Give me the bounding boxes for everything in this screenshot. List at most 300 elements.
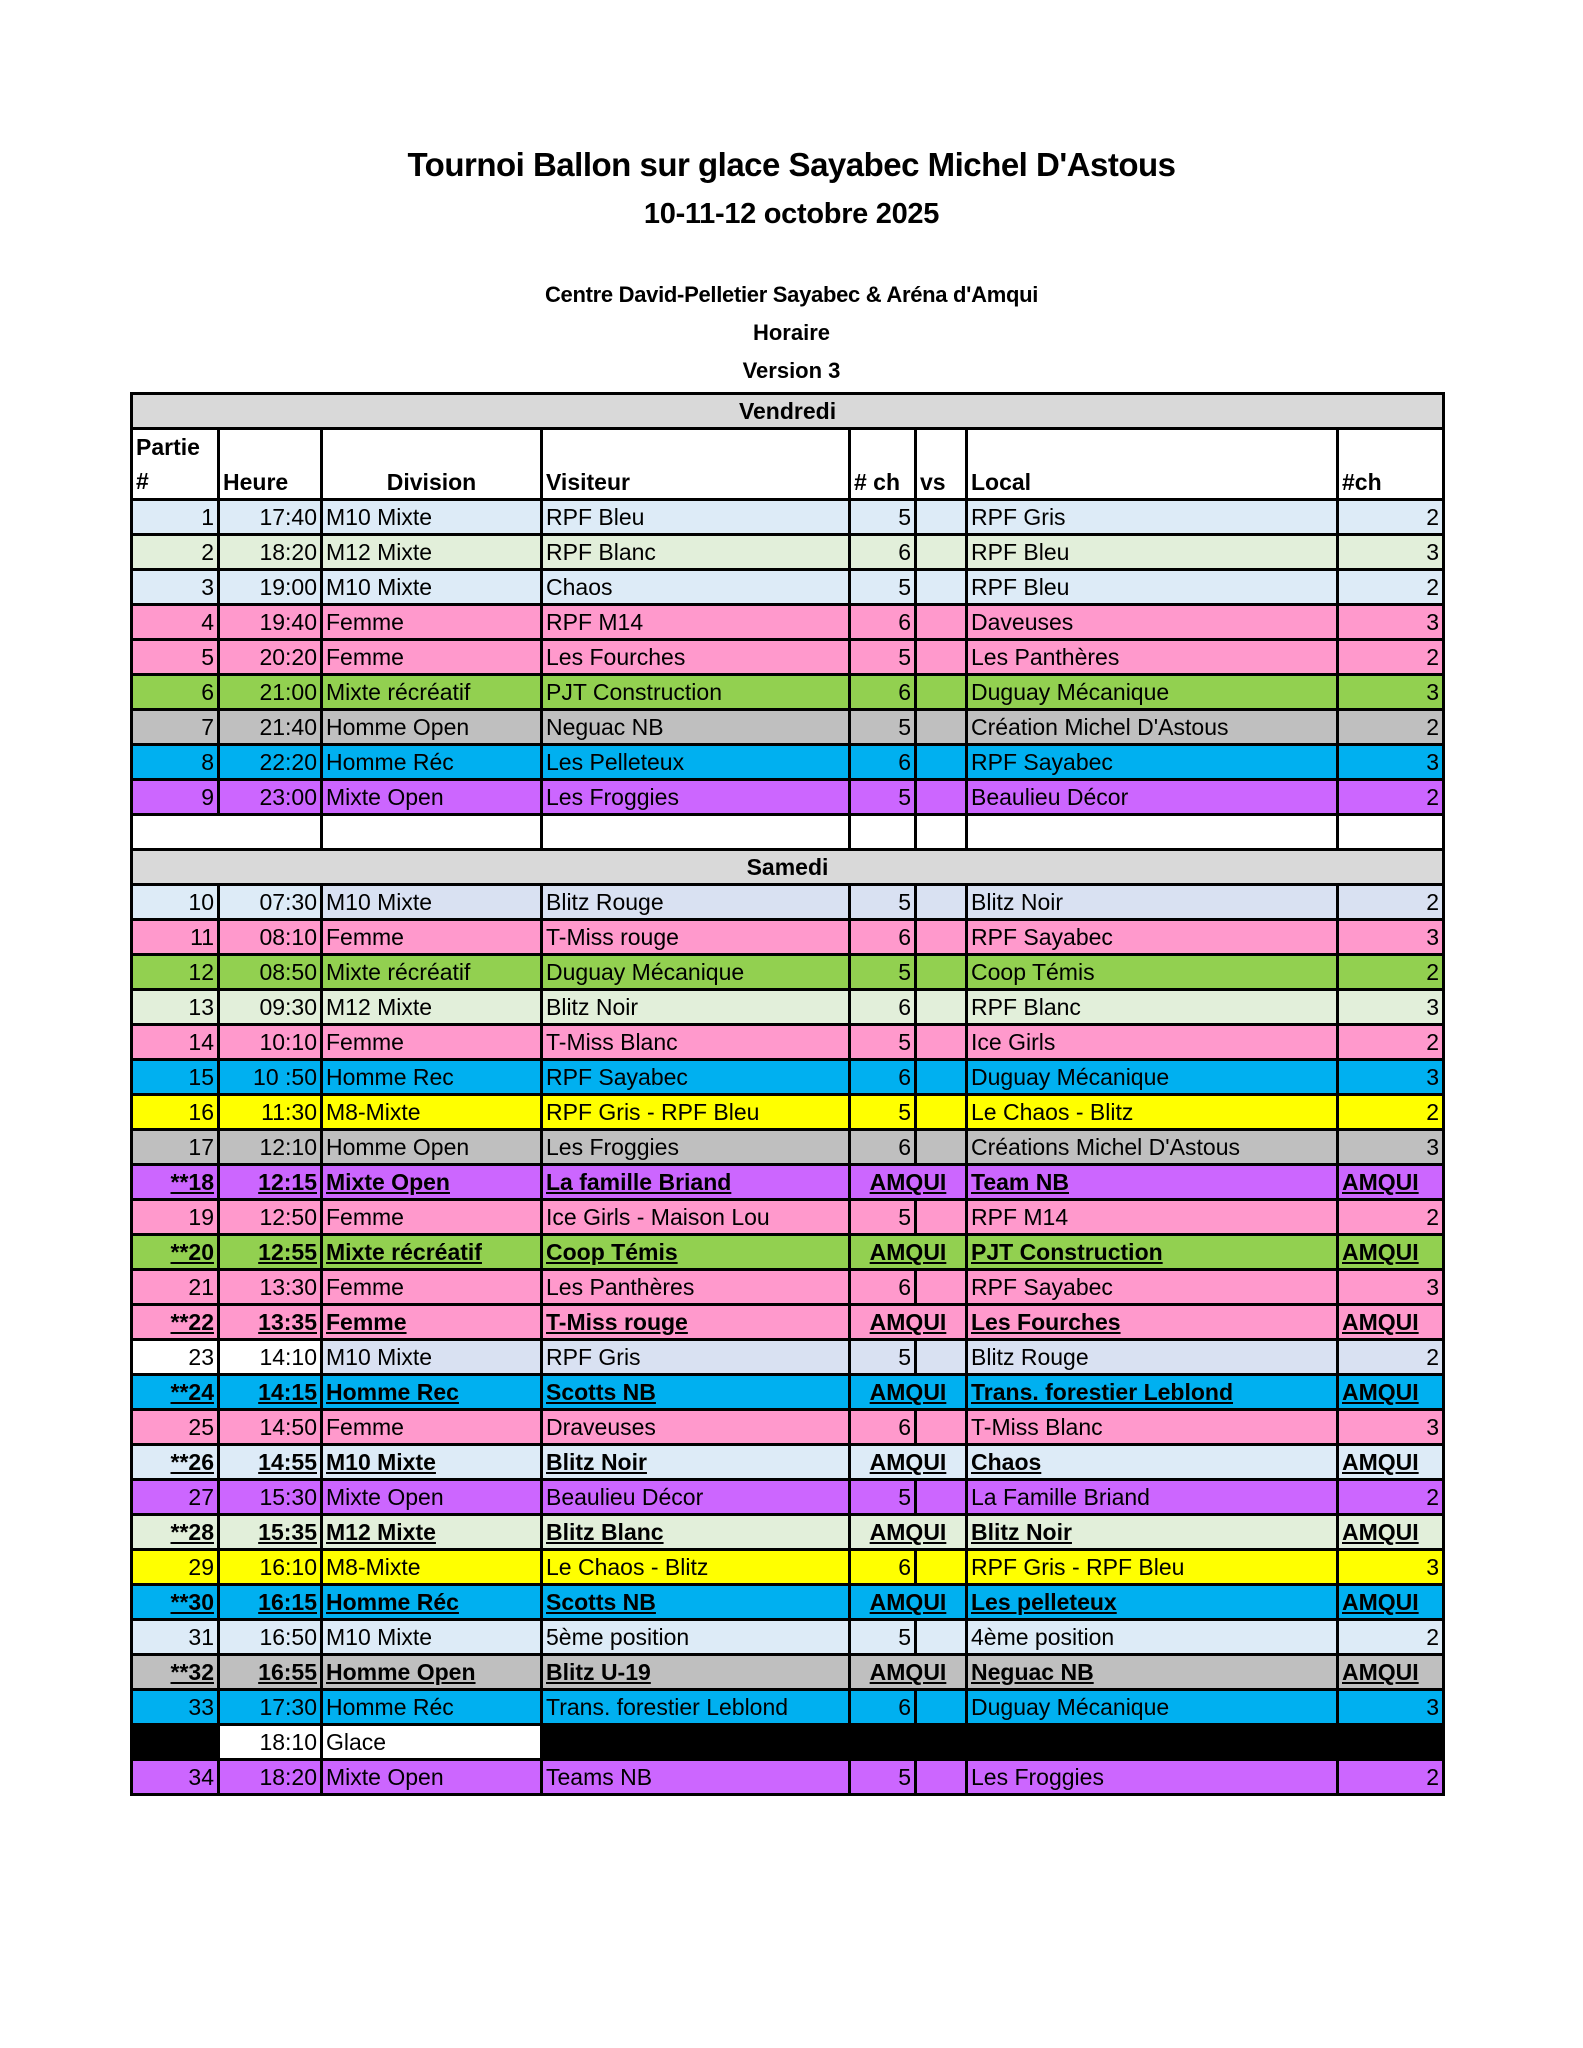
cell-vs <box>916 1340 967 1375</box>
schedule-body <box>132 394 1444 1795</box>
cell-ch-visitor: 6 <box>850 920 916 955</box>
game-row <box>132 1130 1444 1165</box>
cell-visiteur: Blitz Blanc <box>542 1515 850 1550</box>
game-row <box>132 1375 1444 1410</box>
cell-vs <box>916 500 967 535</box>
cell-ch-local: 2 <box>1338 955 1444 990</box>
cell-local: Chaos <box>967 1445 1338 1480</box>
cell-division: Homme Réc <box>322 745 542 780</box>
cell-ch-local: AMQUI <box>1338 1655 1444 1690</box>
cell-vs <box>916 1270 967 1305</box>
cell-visiteur: RPF Gris <box>542 1340 850 1375</box>
cell-heure: 17:40 <box>219 500 322 535</box>
cell-vs <box>916 605 967 640</box>
cell-partie: 27 <box>132 1480 219 1515</box>
cell-local: Création Michel D'Astous <box>967 710 1338 745</box>
cell-visiteur: Chaos <box>542 570 850 605</box>
cell-visiteur: Les Pelleteux <box>542 745 850 780</box>
cell-vs <box>916 570 967 605</box>
cell-ch-visitor: 6 <box>850 535 916 570</box>
cell-heure: 23:00 <box>219 780 322 815</box>
cell-heure: 22:20 <box>219 745 322 780</box>
cell-heure: 16:15 <box>219 1585 322 1620</box>
cell-heure: 16:50 <box>219 1620 322 1655</box>
game-row <box>132 1550 1444 1585</box>
cell-local: RPF Sayabec <box>967 920 1338 955</box>
schedule-subtitle: Horaire <box>752 320 831 345</box>
cell-division: Femme <box>322 605 542 640</box>
cell-vs <box>916 1025 967 1060</box>
cell-division: Homme Open <box>322 710 542 745</box>
cell-partie: 16 <box>132 1095 219 1130</box>
cell-ch-visitor: 5 <box>850 955 916 990</box>
cell-visiteur: T-Miss Blanc <box>542 1025 850 1060</box>
cell-division: Femme <box>322 1410 542 1445</box>
cell-local: RPF Bleu <box>967 570 1338 605</box>
game-row <box>132 535 1444 570</box>
cell-ch-local: 2 <box>1338 885 1444 920</box>
cell-division: Mixte Open <box>322 1760 542 1795</box>
game-row <box>132 675 1444 710</box>
cell-ch-visitor: 6 <box>850 1410 916 1445</box>
cell-division: Femme <box>322 1270 542 1305</box>
cell-partie: **20 <box>132 1235 219 1270</box>
cell-ch-local: 2 <box>1338 1620 1444 1655</box>
cell-heure: 12:55 <box>219 1235 322 1270</box>
cell-vs <box>916 1760 967 1795</box>
cell-visiteur: Blitz Noir <box>542 1445 850 1480</box>
cell-division: M12 Mixte <box>322 1515 542 1550</box>
cell-heure: 19:40 <box>219 605 322 640</box>
cell-local: Blitz Noir <box>967 1515 1338 1550</box>
cell-ch-visitor: AMQUI <box>850 1585 967 1620</box>
cell-visiteur: Neguac NB <box>542 710 850 745</box>
cell-division: Mixte Open <box>322 1480 542 1515</box>
cell-visiteur: Les Fourches <box>542 640 850 675</box>
cell-division: M10 Mixte <box>322 1445 542 1480</box>
cell-ch-visitor: 6 <box>850 1550 916 1585</box>
cell-partie: 9 <box>132 780 219 815</box>
col-header-partie-line2: # <box>136 468 149 494</box>
cell-ch-local: 3 <box>1338 605 1444 640</box>
cell-partie: 4 <box>132 605 219 640</box>
cell-ch-visitor: AMQUI <box>850 1165 967 1200</box>
cell-division: Femme <box>322 1305 542 1340</box>
game-row <box>132 1095 1444 1130</box>
cell-ch-local: 2 <box>1338 1200 1444 1235</box>
cell-visiteur: RPF Bleu <box>542 500 850 535</box>
cell-vs <box>916 885 967 920</box>
game-row <box>132 1235 1444 1270</box>
cell-partie: 5 <box>132 640 219 675</box>
cell-local: RPF Gris - RPF Bleu <box>967 1550 1338 1585</box>
blank-cell <box>967 815 1338 850</box>
game-row <box>132 1480 1444 1515</box>
game-row <box>132 1200 1444 1235</box>
cell-ch-visitor: 5 <box>850 710 916 745</box>
cell-partie: 34 <box>132 1760 219 1795</box>
col-header-partie <box>132 429 219 500</box>
cell-vs <box>916 675 967 710</box>
cell-ch-visitor: 6 <box>850 745 916 780</box>
cell-division: M10 Mixte <box>322 500 542 535</box>
cell-ch-local: 3 <box>1338 1690 1444 1725</box>
cell-local: Duguay Mécanique <box>967 1060 1338 1095</box>
cell-local: Neguac NB <box>967 1655 1338 1690</box>
game-row <box>132 1305 1444 1340</box>
cell-partie: **18 <box>132 1165 219 1200</box>
cell-partie: 2 <box>132 535 219 570</box>
cell-visiteur: Scotts NB <box>542 1375 850 1410</box>
schedule-table <box>130 392 1445 1796</box>
cell-heure: 20:20 <box>219 640 322 675</box>
cell-visiteur: Les Froggies <box>542 1130 850 1165</box>
cell-visiteur: T-Miss rouge <box>542 920 850 955</box>
cell-local: Coop Témis <box>967 955 1338 990</box>
cell-ch-local: 2 <box>1338 570 1444 605</box>
cell-visiteur: Teams NB <box>542 1760 850 1795</box>
cell-heure: 10 :50 <box>219 1060 322 1095</box>
cell-ch-visitor: 5 <box>850 885 916 920</box>
cell-division: Homme Rec <box>322 1060 542 1095</box>
cell-local: Les Fourches <box>967 1305 1338 1340</box>
cell-ch-local: 3 <box>1338 675 1444 710</box>
cell-local: RPF M14 <box>967 1200 1338 1235</box>
game-row <box>132 745 1444 780</box>
cell-ch-local: 2 <box>1338 1095 1444 1130</box>
col-header-ch-visitor: # ch <box>850 429 916 500</box>
cell-local: Duguay Mécanique <box>967 1690 1338 1725</box>
cell-division: Femme <box>322 1025 542 1060</box>
game-row <box>132 500 1444 535</box>
cell-visiteur: PJT Construction <box>542 675 850 710</box>
blank-cell <box>322 815 542 850</box>
cell-local: T-Miss Blanc <box>967 1410 1338 1445</box>
cell-partie: 7 <box>132 710 219 745</box>
cell-division: Homme Open <box>322 1655 542 1690</box>
col-header-heure: Heure <box>219 429 322 500</box>
cell-ch-visitor: AMQUI <box>850 1655 967 1690</box>
cell-heure: 21:00 <box>219 675 322 710</box>
game-row <box>132 1655 1444 1690</box>
col-header-visiteur: Visiteur <box>542 429 850 500</box>
cell-local: RPF Blanc <box>967 990 1338 1025</box>
cell-heure: 18:10 <box>219 1725 322 1760</box>
cell-vs <box>916 920 967 955</box>
venues: Centre David-Pelletier Sayabec & Aréna d'Amqui <box>544 282 1039 307</box>
cell-division: M8-Mixte <box>322 1095 542 1130</box>
cell-local: Les Panthères <box>967 640 1338 675</box>
column-header-row <box>132 429 1444 500</box>
cell-visiteur: RPF M14 <box>542 605 850 640</box>
cell-vs <box>916 1620 967 1655</box>
cell-visiteur: 5ème position <box>542 1620 850 1655</box>
game-row <box>132 920 1444 955</box>
blank-separator-row <box>132 815 1444 850</box>
cell-vs <box>916 1410 967 1445</box>
cell-local: Créations Michel D'Astous <box>967 1130 1338 1165</box>
game-row <box>132 570 1444 605</box>
cell-vs <box>916 640 967 675</box>
cell-division: Mixte Open <box>322 780 542 815</box>
cell-local: Trans. forestier Leblond <box>967 1375 1338 1410</box>
cell-heure: 10:10 <box>219 1025 322 1060</box>
cell-local: RPF Sayabec <box>967 1270 1338 1305</box>
game-row <box>132 640 1444 675</box>
cell-heure: 12:50 <box>219 1200 322 1235</box>
cell-ch-visitor: AMQUI <box>850 1375 967 1410</box>
col-header-local: Local <box>967 429 1338 500</box>
day-header-vendredi <box>132 394 1444 429</box>
cell-ch-local: AMQUI <box>1338 1235 1444 1270</box>
cell-ch-local: AMQUI <box>1338 1585 1444 1620</box>
cell-local: Blitz Noir <box>967 885 1338 920</box>
cell-ch-visitor: 6 <box>850 675 916 710</box>
cell-heure: 14:55 <box>219 1445 322 1480</box>
col-header-vs: vs <box>916 429 967 500</box>
col-header-ch-local: #ch <box>1338 429 1444 500</box>
ice-break-spacer <box>132 1725 219 1760</box>
cell-division: Mixte récréatif <box>322 675 542 710</box>
cell-local: RPF Gris <box>967 500 1338 535</box>
game-row <box>132 990 1444 1025</box>
game-row <box>132 1060 1444 1095</box>
cell-local: Daveuses <box>967 605 1338 640</box>
cell-division: M10 Mixte <box>322 1340 542 1375</box>
game-row <box>132 1620 1444 1655</box>
cell-vs <box>916 1690 967 1725</box>
document-title: Tournoi Ballon sur glace Sayabec Michel D'Astous <box>407 146 1176 183</box>
cell-vs <box>916 990 967 1025</box>
cell-ch-local: 2 <box>1338 1340 1444 1375</box>
cell-partie: 1 <box>132 500 219 535</box>
cell-division: Homme Réc <box>322 1690 542 1725</box>
cell-division: Homme Réc <box>322 1585 542 1620</box>
cell-division: Homme Open <box>322 1130 542 1165</box>
cell-ch-local: 2 <box>1338 1480 1444 1515</box>
cell-ch-visitor: 6 <box>850 1270 916 1305</box>
cell-heure: 14:50 <box>219 1410 322 1445</box>
cell-heure: 14:15 <box>219 1375 322 1410</box>
cell-ch-local: 3 <box>1338 990 1444 1025</box>
cell-partie: 29 <box>132 1550 219 1585</box>
cell-division: Mixte Open <box>322 1165 542 1200</box>
cell-vs <box>916 1200 967 1235</box>
cell-local: Duguay Mécanique <box>967 675 1338 710</box>
cell-heure: 17:30 <box>219 1690 322 1725</box>
cell-ch-local: 2 <box>1338 780 1444 815</box>
game-row <box>132 1340 1444 1375</box>
game-row <box>132 1165 1444 1200</box>
cell-partie: 21 <box>132 1270 219 1305</box>
cell-partie: **22 <box>132 1305 219 1340</box>
cell-ch-local: AMQUI <box>1338 1305 1444 1340</box>
cell-partie: 12 <box>132 955 219 990</box>
game-row <box>132 1515 1444 1550</box>
cell-division: M8-Mixte <box>322 1550 542 1585</box>
cell-heure: 19:00 <box>219 570 322 605</box>
cell-partie: **32 <box>132 1655 219 1690</box>
cell-ch-local: 2 <box>1338 500 1444 535</box>
cell-division: Mixte récréatif <box>322 1235 542 1270</box>
cell-vs <box>916 1480 967 1515</box>
cell-visiteur: T-Miss rouge <box>542 1305 850 1340</box>
cell-vs <box>916 1060 967 1095</box>
cell-partie: 11 <box>132 920 219 955</box>
cell-visiteur: Les Froggies <box>542 780 850 815</box>
cell-ch-visitor: 5 <box>850 1760 916 1795</box>
cell-heure: 16:10 <box>219 1550 322 1585</box>
cell-division: Femme <box>322 640 542 675</box>
blank-cell <box>542 815 850 850</box>
cell-ch-visitor: 5 <box>850 570 916 605</box>
cell-ch-visitor: AMQUI <box>850 1515 967 1550</box>
cell-visiteur: RPF Blanc <box>542 535 850 570</box>
game-row <box>132 1025 1444 1060</box>
cell-heure: 15:30 <box>219 1480 322 1515</box>
cell-local: Blitz Rouge <box>967 1340 1338 1375</box>
cell-visiteur: Scotts NB <box>542 1585 850 1620</box>
cell-visiteur: Coop Témis <box>542 1235 850 1270</box>
cell-visiteur: Duguay Mécanique <box>542 955 850 990</box>
cell-partie: 15 <box>132 1060 219 1095</box>
cell-visiteur: Les Panthères <box>542 1270 850 1305</box>
cell-ch-visitor: 5 <box>850 1620 916 1655</box>
cell-ch-local: 2 <box>1338 1025 1444 1060</box>
cell-heure: 21:40 <box>219 710 322 745</box>
cell-ch-visitor: 6 <box>850 605 916 640</box>
cell-partie: **30 <box>132 1585 219 1620</box>
cell-partie: 17 <box>132 1130 219 1165</box>
cell-visiteur: La famille Briand <box>542 1165 850 1200</box>
cell-partie: 10 <box>132 885 219 920</box>
col-header-division: Division <box>322 429 542 500</box>
version-label: Version 3 <box>742 358 841 383</box>
cell-vs <box>916 535 967 570</box>
cell-heure: 15:35 <box>219 1515 322 1550</box>
day-label: Samedi <box>132 850 1444 885</box>
game-row <box>132 1760 1444 1795</box>
cell-ch-local: AMQUI <box>1338 1515 1444 1550</box>
cell-ch-visitor: 5 <box>850 1200 916 1235</box>
cell-visiteur: Trans. forestier Leblond <box>542 1690 850 1725</box>
cell-vs <box>916 1095 967 1130</box>
cell-ch-visitor: AMQUI <box>850 1235 967 1270</box>
cell-ch-local: 2 <box>1338 710 1444 745</box>
cell-ch-visitor: AMQUI <box>850 1445 967 1480</box>
game-row <box>132 1445 1444 1480</box>
ice-break-bar <box>542 1725 1444 1760</box>
cell-division: M10 Mixte <box>322 1620 542 1655</box>
game-row <box>132 1410 1444 1445</box>
cell-visiteur: Blitz Noir <box>542 990 850 1025</box>
cell-ch-local: 3 <box>1338 1410 1444 1445</box>
cell-ch-local: 3 <box>1338 535 1444 570</box>
game-row <box>132 1725 1444 1760</box>
cell-ch-local: AMQUI <box>1338 1165 1444 1200</box>
cell-division: M12 Mixte <box>322 990 542 1025</box>
cell-ch-visitor: 5 <box>850 780 916 815</box>
cell-division: Glace <box>322 1725 542 1760</box>
cell-local: RPF Bleu <box>967 535 1338 570</box>
cell-ch-local: 3 <box>1338 920 1444 955</box>
cell-heure: 16:55 <box>219 1655 322 1690</box>
cell-heure: 14:10 <box>219 1340 322 1375</box>
cell-partie: 14 <box>132 1025 219 1060</box>
cell-ch-local: 2 <box>1338 1760 1444 1795</box>
cell-vs <box>916 745 967 780</box>
cell-partie: **24 <box>132 1375 219 1410</box>
game-row <box>132 1270 1444 1305</box>
cell-division: Femme <box>322 920 542 955</box>
cell-ch-local: AMQUI <box>1338 1445 1444 1480</box>
game-row <box>132 885 1444 920</box>
cell-ch-visitor: 5 <box>850 1480 916 1515</box>
cell-visiteur: Beaulieu Décor <box>542 1480 850 1515</box>
cell-ch-visitor: 6 <box>850 1690 916 1725</box>
cell-vs <box>916 1550 967 1585</box>
cell-ch-local: 3 <box>1338 1130 1444 1165</box>
cell-visiteur: Draveuses <box>542 1410 850 1445</box>
col-header-partie-line1: Partie <box>136 434 200 460</box>
cell-visiteur: Ice Girls - Maison Lou <box>542 1200 850 1235</box>
cell-division: M10 Mixte <box>322 885 542 920</box>
cell-local: PJT Construction <box>967 1235 1338 1270</box>
tournament-dates: 10-11-12 octobre 2025 <box>643 198 940 230</box>
cell-ch-visitor: 5 <box>850 1095 916 1130</box>
cell-visiteur: Le Chaos - Blitz <box>542 1550 850 1585</box>
game-row <box>132 710 1444 745</box>
cell-heure: 12:15 <box>219 1165 322 1200</box>
cell-ch-local: 3 <box>1338 1550 1444 1585</box>
cell-vs <box>916 780 967 815</box>
cell-partie: 8 <box>132 745 219 780</box>
cell-heure: 11:30 <box>219 1095 322 1130</box>
cell-division: M10 Mixte <box>322 570 542 605</box>
day-header-samedi <box>132 850 1444 885</box>
cell-visiteur: Blitz Rouge <box>542 885 850 920</box>
cell-vs <box>916 710 967 745</box>
cell-division: Homme Rec <box>322 1375 542 1410</box>
cell-partie: 33 <box>132 1690 219 1725</box>
cell-partie: 13 <box>132 990 219 1025</box>
cell-partie: 6 <box>132 675 219 710</box>
cell-heure: 09:30 <box>219 990 322 1025</box>
cell-division: M12 Mixte <box>322 535 542 570</box>
blank-cell <box>850 815 916 850</box>
cell-heure: 18:20 <box>219 535 322 570</box>
cell-ch-local: 3 <box>1338 1270 1444 1305</box>
cell-visiteur: RPF Sayabec <box>542 1060 850 1095</box>
cell-local: La Famille Briand <box>967 1480 1338 1515</box>
cell-division: Mixte récréatif <box>322 955 542 990</box>
cell-local: Le Chaos - Blitz <box>967 1095 1338 1130</box>
game-row <box>132 605 1444 640</box>
cell-partie: 19 <box>132 1200 219 1235</box>
game-row <box>132 1585 1444 1620</box>
blank-cell <box>132 815 322 850</box>
cell-visiteur: Blitz U-19 <box>542 1655 850 1690</box>
cell-local: Les Froggies <box>967 1760 1338 1795</box>
day-label: Vendredi <box>132 394 1444 429</box>
game-row <box>132 955 1444 990</box>
cell-ch-local: 3 <box>1338 1060 1444 1095</box>
cell-partie: 31 <box>132 1620 219 1655</box>
cell-ch-visitor: 6 <box>850 1060 916 1095</box>
cell-partie: **26 <box>132 1445 219 1480</box>
blank-cell <box>1338 815 1444 850</box>
cell-local: Ice Girls <box>967 1025 1338 1060</box>
